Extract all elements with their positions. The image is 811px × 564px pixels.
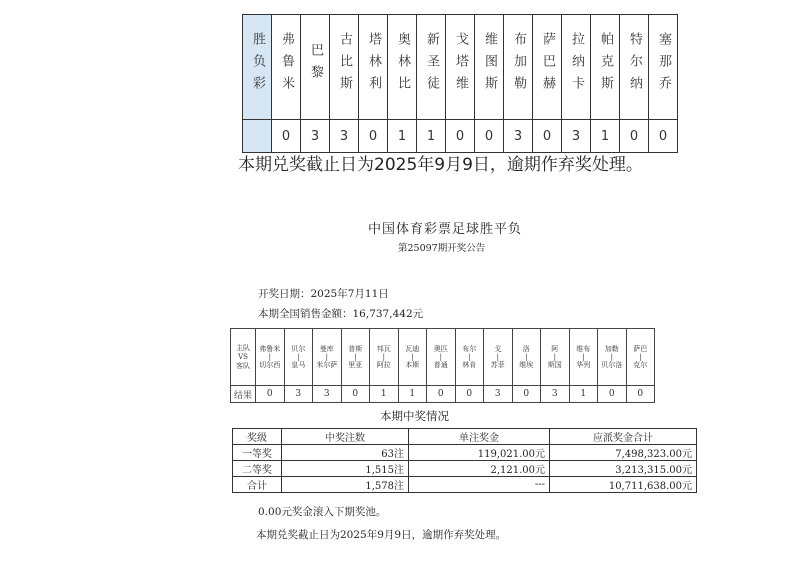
team-cell: 布加勒 <box>504 15 533 120</box>
prize-single: --- <box>409 477 550 493</box>
prize-level: 二等奖 <box>233 461 282 477</box>
table-row <box>233 445 697 461</box>
match-cell: 邦瓦 | 阿拉 <box>370 329 399 386</box>
match-cell: 普斯 | 里亚 <box>341 329 370 386</box>
result-cell: 3 <box>541 386 570 403</box>
team-cell: 拉纳卡 <box>562 15 591 120</box>
sales-amount: 本期全国销售金额：16,737,442元 <box>258 308 424 320</box>
result-cell: 0 <box>626 386 655 403</box>
match-cell: 瓦迪 | 本斯 <box>398 329 427 386</box>
result-cell: 0 <box>512 386 541 403</box>
result-cell: 0 <box>649 120 678 153</box>
result-cell: 0 <box>475 120 504 153</box>
team-cell: 新圣徒 <box>417 15 446 120</box>
match-cell: 弗鲁米 | 切尔西 <box>256 329 285 386</box>
team-cell: 古比斯 <box>330 15 359 120</box>
result-cell: 0 <box>598 386 627 403</box>
doc-subtitle: 第25097期开奖公告 <box>398 243 486 254</box>
prize-count: 1,578注 <box>282 477 409 493</box>
team-cell: 巴黎 <box>301 15 330 120</box>
results-web-table <box>242 14 678 153</box>
result-cell: 0 <box>341 386 370 403</box>
match-cell: 萨巴 | 克尔 <box>626 329 655 386</box>
match-cell: 加勒 | 贝尔洛 <box>598 329 627 386</box>
match-cell: 戈 | 苏菲 <box>484 329 513 386</box>
result-cell: 3 <box>284 386 313 403</box>
match-cell: 洛 | 维埃 <box>512 329 541 386</box>
result-cell: 0 <box>427 386 456 403</box>
team-cell: 塞那乔 <box>649 15 678 120</box>
result-cell: 0 <box>256 386 285 403</box>
result-cell: 1 <box>370 386 399 403</box>
result-cell: 1 <box>417 120 446 153</box>
pool-note: 0.00元奖金滚入下期奖池。 <box>258 506 387 518</box>
team-cell: 特尔纳 <box>620 15 649 120</box>
team-cell: 奥林比 <box>388 15 417 120</box>
doc-title: 中国体育彩票足球胜平负 <box>368 222 523 237</box>
header-total: 应派奖金合计 <box>550 429 697 445</box>
match-cell: 曼库 | 米尔萨 <box>313 329 342 386</box>
results-row <box>243 120 678 153</box>
result-cell: 3 <box>330 120 359 153</box>
prize-table <box>232 428 697 493</box>
result-cell: 3 <box>484 386 513 403</box>
result-cell: 3 <box>504 120 533 153</box>
deadline-note: 本期兑奖截止日为2025年9月9日，逾期作弃奖处理。 <box>238 155 643 175</box>
result-cell: 0 <box>620 120 649 153</box>
match-cell: 贝尔 | 皇马 <box>284 329 313 386</box>
result-cell: 3 <box>301 120 330 153</box>
prize-heading: 本期中奖情况 <box>380 409 449 423</box>
team-cell: 塔林利 <box>359 15 388 120</box>
team-cell: 弗鲁米 <box>272 15 301 120</box>
header-level: 奖级 <box>233 429 282 445</box>
match-cell: 奥匹 | 普通 <box>427 329 456 386</box>
result-cell: 1 <box>398 386 427 403</box>
result-cell: 1 <box>569 386 598 403</box>
team-cell: 帕克斯 <box>591 15 620 120</box>
match-labels: 主队 VS 客队 <box>231 329 256 386</box>
team-cell: 维图斯 <box>475 15 504 120</box>
lottery-type-header: 胜负彩 <box>243 15 272 120</box>
teams-row <box>243 15 678 120</box>
prize-level: 一等奖 <box>233 445 282 461</box>
draw-results-table <box>230 328 655 403</box>
result-cell: 0 <box>455 386 484 403</box>
prize-total: 3,213,315.00元 <box>550 461 697 477</box>
prize-count: 1,515注 <box>282 461 409 477</box>
table-row <box>233 461 697 477</box>
prize-single: 119,021.00元 <box>409 445 550 461</box>
prize-table-header <box>233 429 697 445</box>
team-cell: 戈塔维 <box>446 15 475 120</box>
results-row-header <box>243 120 272 153</box>
prize-count: 63注 <box>282 445 409 461</box>
prize-single: 2,121.00元 <box>409 461 550 477</box>
header-single: 单注奖金 <box>409 429 550 445</box>
result-label: 结果 <box>231 386 256 403</box>
teams-row <box>231 329 655 386</box>
prize-level: 合计 <box>233 477 282 493</box>
prize-total: 10,711,638.00元 <box>550 477 697 493</box>
result-cell: 1 <box>388 120 417 153</box>
doc-deadline-note: 本期兑奖截止日为2025年9月9日，逾期作弃奖处理。 <box>256 529 507 541</box>
result-cell: 0 <box>533 120 562 153</box>
result-cell: 0 <box>446 120 475 153</box>
draw-date: 开奖日期：2025年7月11日 <box>258 288 389 300</box>
result-cell: 3 <box>313 386 342 403</box>
team-cell: 萨巴赫 <box>533 15 562 120</box>
table-row <box>233 477 697 493</box>
header-count: 中奖注数 <box>282 429 409 445</box>
result-cell: 0 <box>272 120 301 153</box>
match-cell: 布尔 | 林肯 <box>455 329 484 386</box>
prize-total: 7,498,323.00元 <box>550 445 697 461</box>
match-cell: 维布 | 华列 <box>569 329 598 386</box>
result-cell: 3 <box>562 120 591 153</box>
match-cell: 阿 | 斯国 <box>541 329 570 386</box>
result-cell: 1 <box>591 120 620 153</box>
results-row <box>231 386 655 403</box>
result-cell: 0 <box>359 120 388 153</box>
